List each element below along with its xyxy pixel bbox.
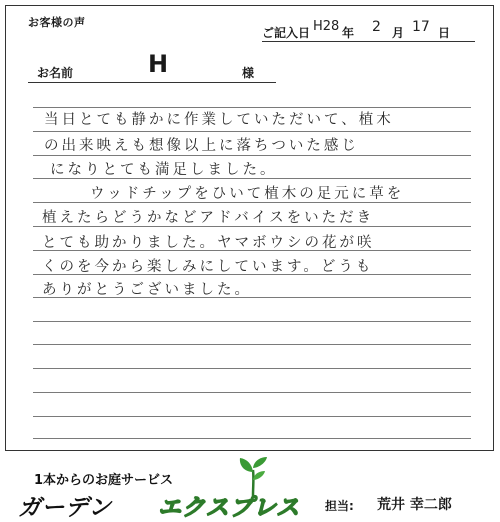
staff-label: 担当: [325, 499, 354, 513]
comment-line: になりとても満足しました。 [50, 162, 278, 178]
date-year-unit: 年 [342, 26, 355, 40]
name-underline [28, 82, 276, 83]
company-tagline: 1本からのお庭サービス [34, 473, 174, 488]
comment-line: 植えたらどうかなどアドバイスをいただき [42, 210, 375, 226]
date-underline [262, 41, 475, 42]
name-label: お名前 [37, 66, 74, 80]
customer-name: H [148, 50, 169, 78]
brand-name-garden: ガーデン [18, 495, 112, 521]
date-month-unit: 月 [392, 26, 405, 40]
ruled-line [33, 321, 471, 322]
staff-name: 荒井 幸二郎 [377, 497, 452, 513]
sprout-logo-icon [236, 456, 270, 496]
ruled-line [33, 438, 471, 439]
comment-line: 当日とても静かに作業していただいて、植木 [44, 112, 394, 128]
ruled-line [33, 392, 471, 393]
comment-line: の出来映えも想像以上に落ちついた感じ [44, 138, 359, 154]
comment-line: ありがとうございました。 [42, 282, 252, 298]
ruled-line [33, 416, 471, 417]
comment-line: ウッドチップをひいて植木の足元に草を [90, 186, 405, 202]
comment-line: くのを今から楽しみにしています。どうも [42, 259, 374, 275]
date-year-value: H28 [313, 19, 340, 34]
ruled-line [33, 131, 471, 132]
comment-line: とても助かりました。ヤマボウシの花が咲 [42, 235, 375, 251]
ruled-line [33, 344, 471, 345]
date-month-value: 2 [372, 19, 381, 35]
form-title: お客様の声 [28, 16, 86, 29]
brand-name-express: エクスプレス [158, 495, 301, 521]
ruled-line [33, 155, 471, 156]
date-day-value: 17 [412, 19, 430, 35]
date-day-unit: 日 [438, 26, 451, 40]
ruled-line [33, 368, 471, 369]
name-honorific: 様 [242, 66, 255, 80]
date-label: ご記入日 [262, 26, 311, 40]
